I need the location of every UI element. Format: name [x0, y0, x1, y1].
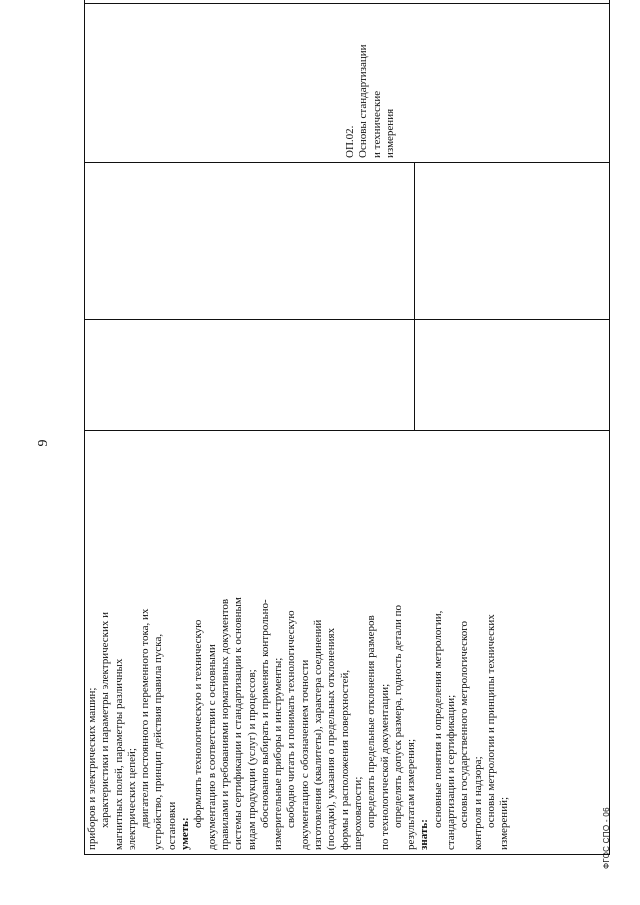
text-line: стандартизации и сертификации;: [445, 694, 458, 850]
text-line: остановки: [165, 801, 178, 850]
text-line: электрических цепей;: [125, 748, 138, 850]
competencies-cell: [85, 0, 610, 4]
curriculum-table: [84, 0, 610, 855]
text-line: результатам измерения;: [405, 739, 418, 850]
table-row: [85, 0, 415, 855]
text-line: двигатели постоянного и переменного тока, их: [139, 608, 152, 828]
text-line: (посадки), указания о предельных отклонениях: [325, 627, 338, 850]
text-line: измерений;: [498, 796, 511, 850]
skills-knowledge-cell: [85, 431, 610, 855]
text-line: магнитных полей, параметры различных: [112, 658, 125, 850]
text-line: характеристики и параметры электрических и: [99, 611, 112, 828]
empty-cell: [85, 320, 415, 431]
text-line: формы и расположения поверхностей,: [338, 669, 351, 850]
text-line: оформлять технологическую и техническую: [192, 619, 205, 828]
text-line: основные понятия и определения метрологии,: [431, 610, 444, 828]
text-line: документацию в соответствии с основными: [205, 644, 218, 850]
text-line: изготовления (квалитеты), характера соединений: [312, 619, 325, 850]
discipline-index: ОП.02.: [344, 125, 356, 158]
discipline-name-line: и технические: [370, 90, 383, 158]
text-line: контроля и надзора;: [471, 756, 484, 850]
empty-cell: [415, 163, 610, 320]
text-line: правилами и требованиями нормативных документов: [218, 598, 231, 850]
empty-cell: [85, 163, 415, 320]
text-line: видам продукции (услуг) и процессов;: [245, 669, 258, 850]
page-number: 9: [36, 439, 51, 447]
text-line: по технологической документации;: [378, 683, 391, 850]
umet-heading: уметь:: [179, 817, 192, 850]
discipline-name-line: Основы стандартизации: [357, 44, 370, 158]
text-line: устройство, принцип действия правила пуска,: [152, 633, 165, 850]
text-line: измерительные приборы и инструменты;: [272, 657, 285, 850]
text-line: основы метрологии и принципы технических: [484, 614, 497, 828]
text-line: обоснованно выбирать и применять контрольно-: [258, 599, 271, 828]
discipline-name-line: измерения: [383, 108, 396, 158]
text-line: системы сертификации и стандартизации к основным: [232, 597, 245, 850]
text-line: приборов и электрических машин;: [86, 687, 98, 850]
empty-cell: [415, 320, 610, 431]
text-line: определять предельные отклонения размеров: [365, 615, 378, 828]
text-line: документацию с обозначением точности: [298, 659, 311, 850]
footer-code: ФГОС СПО - 06: [602, 807, 611, 869]
text-line: основы государственного метрологического: [458, 621, 471, 828]
text-line: свободно читать и понимать технологическую: [285, 610, 298, 828]
discipline-cell: [85, 4, 610, 163]
znat-heading: знать:: [418, 819, 431, 850]
text-line: шероховатости;: [351, 776, 364, 850]
spacer: [86, 8, 344, 158]
text-line: определять допуск размера, годность детали по: [391, 604, 404, 828]
